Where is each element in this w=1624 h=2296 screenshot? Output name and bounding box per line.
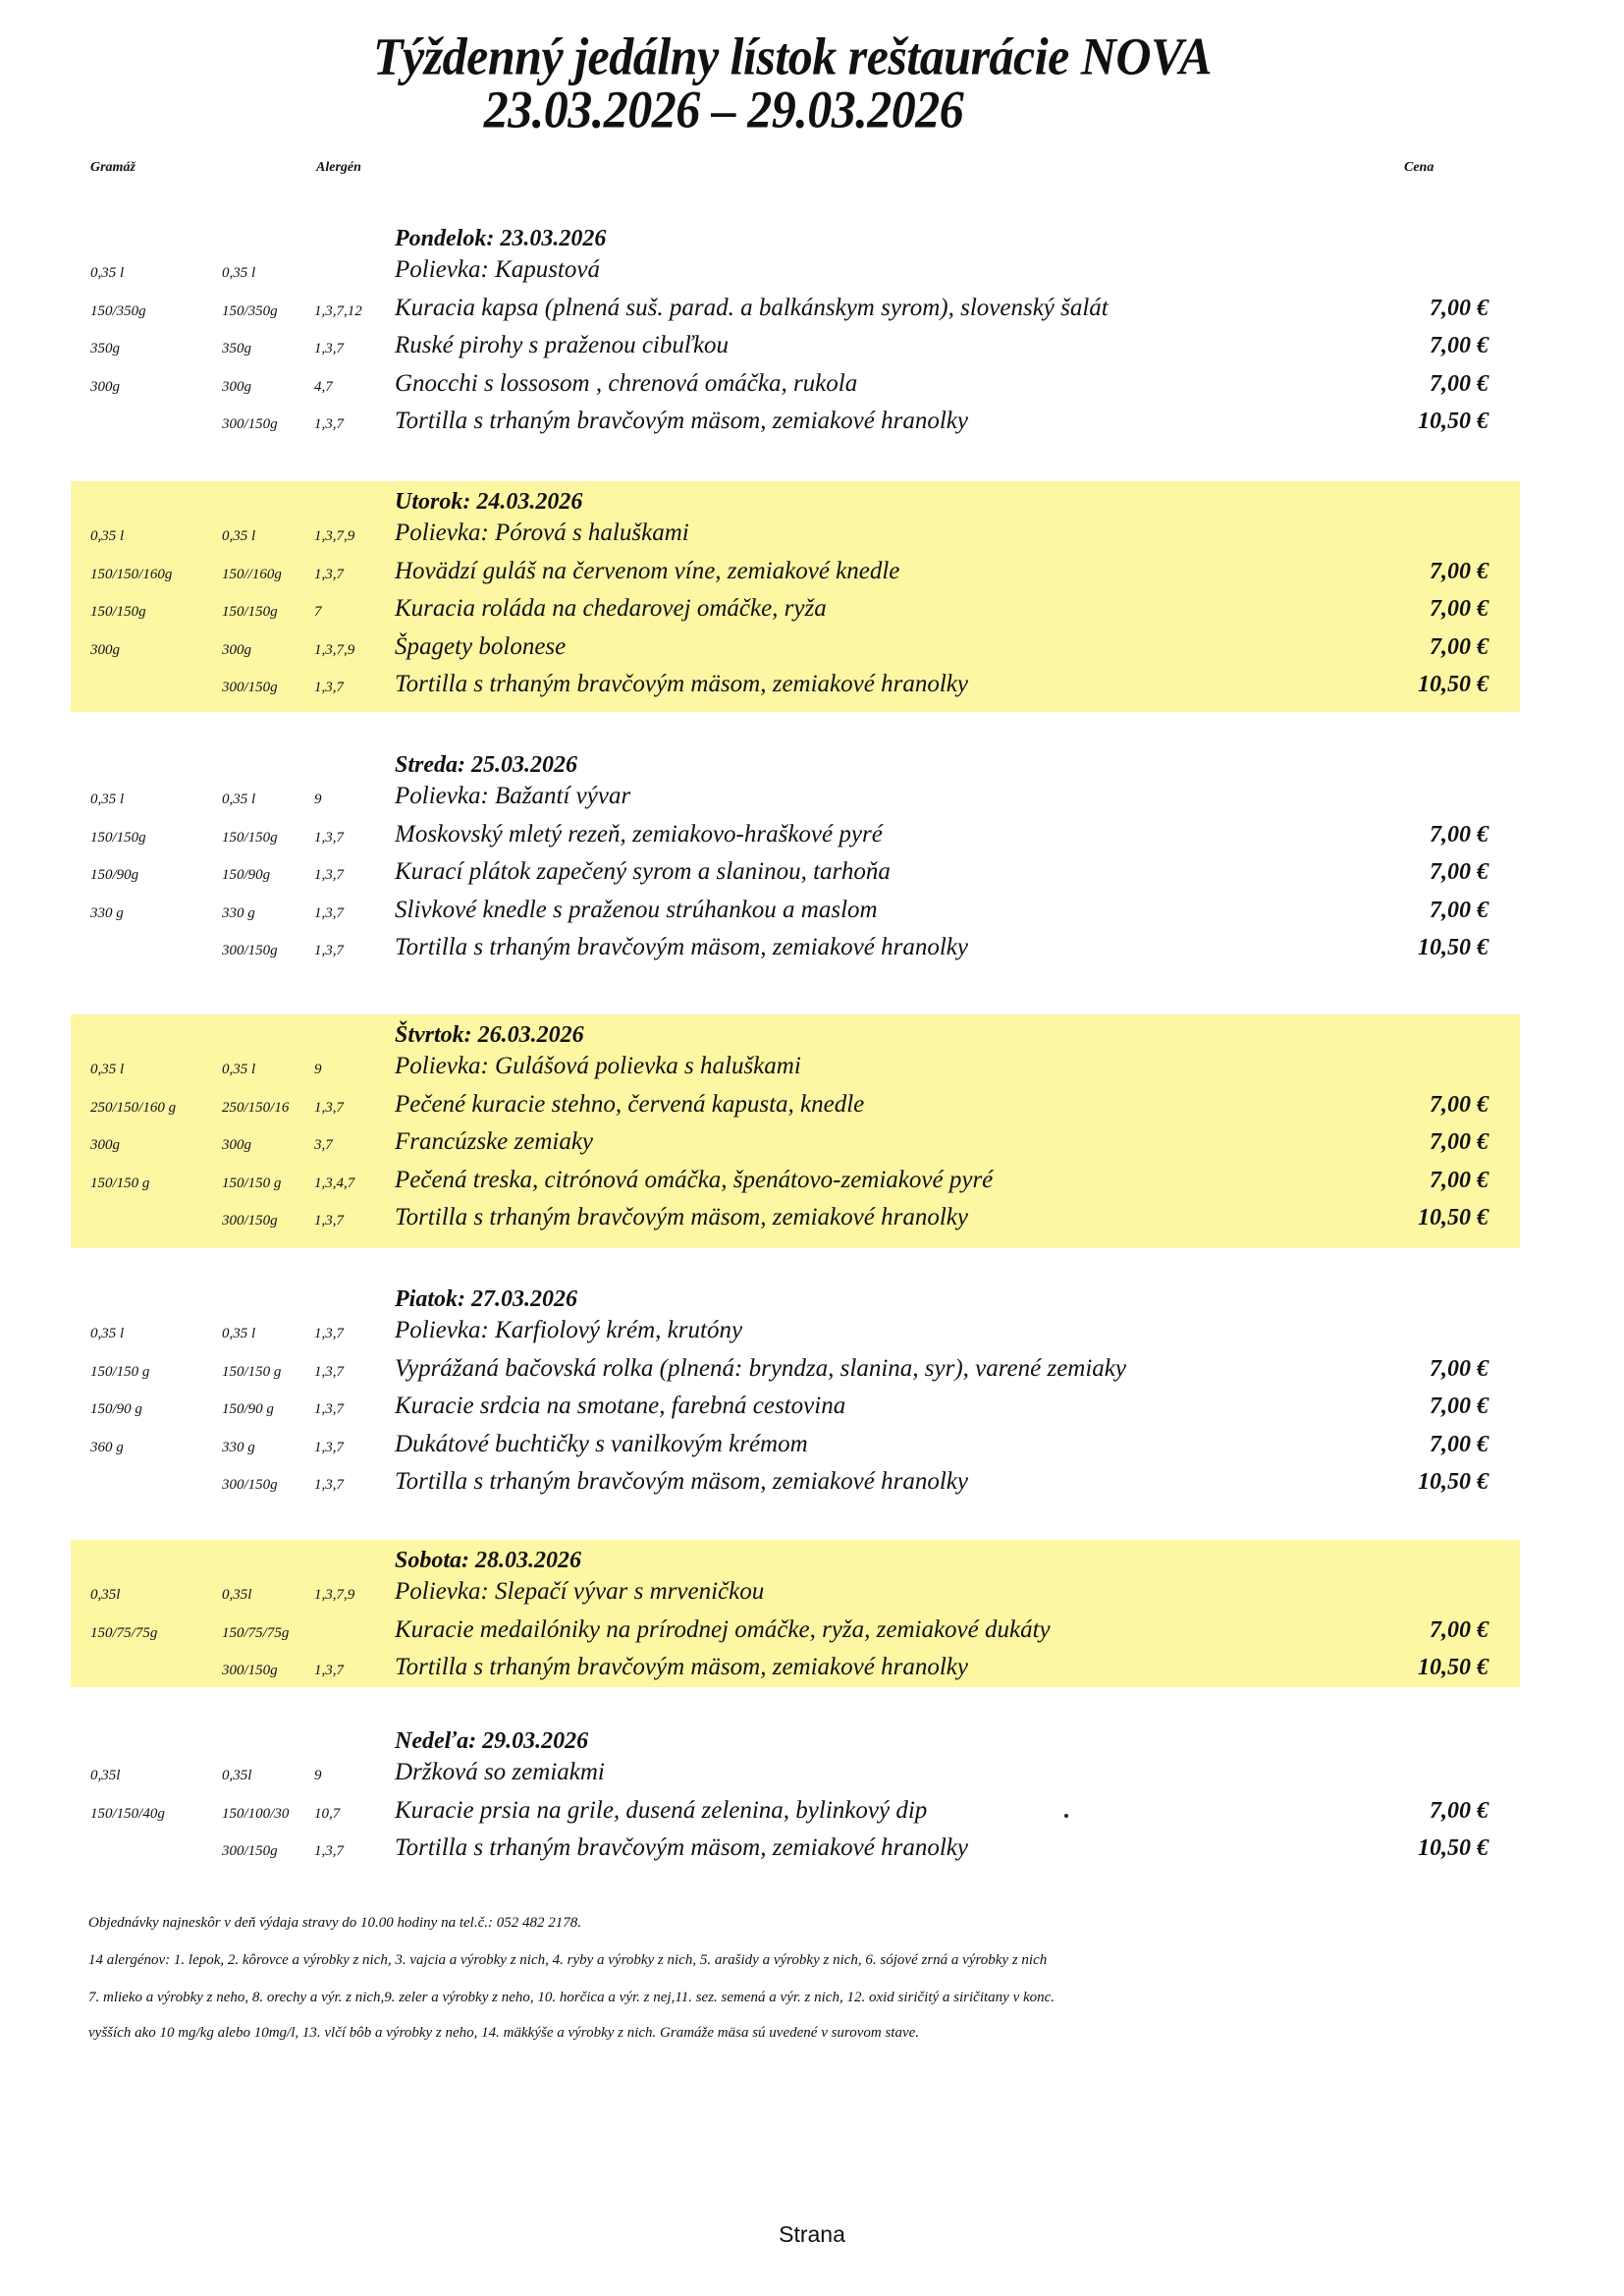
day-title: Štvrtok: 26.03.2026 bbox=[395, 1022, 584, 1048]
weight-served: 0,35l bbox=[222, 1587, 252, 1603]
allergen-codes: 1,3,7 bbox=[314, 1663, 344, 1678]
menu-item-row bbox=[71, 1048, 1520, 1085]
dish-price: 10,50 € bbox=[1418, 935, 1489, 960]
weight-raw: 0,35 l bbox=[90, 1062, 125, 1077]
menu-item-row bbox=[71, 515, 1520, 552]
allergen-codes: 7 bbox=[314, 604, 322, 620]
day-section-friday bbox=[71, 1279, 1520, 1514]
menu-item-row bbox=[71, 816, 1520, 853]
weight-served: 300/150g bbox=[222, 1843, 278, 1859]
menu-item-row bbox=[71, 251, 1520, 289]
weight-served: 300/150g bbox=[222, 680, 278, 695]
weight-served: 150/75/75g bbox=[222, 1624, 290, 1641]
weight-served: 150/150 g bbox=[222, 1175, 282, 1191]
weight-served: 300g bbox=[222, 1137, 251, 1153]
weight-raw: 150/150 g bbox=[90, 1175, 150, 1191]
dish-price: 7,00 € bbox=[1430, 295, 1489, 321]
allergen-codes: 1,3,7,12 bbox=[314, 302, 362, 319]
allergen-codes: 1,3,7 bbox=[314, 1213, 344, 1229]
menu-item-row bbox=[71, 1123, 1520, 1161]
dish-name: Tortilla s trhaným bravčovým mäsom, zemiakové hranolky bbox=[395, 1468, 968, 1495]
allergen-codes: 1,3,7,9 bbox=[314, 528, 355, 544]
weight-raw: 0,35 l bbox=[90, 528, 125, 544]
allergen-codes: 1,3,4,7 bbox=[314, 1175, 355, 1191]
menu-item-row bbox=[71, 629, 1520, 666]
weight-served: 0,35 l bbox=[222, 792, 256, 807]
day-section-saturday bbox=[71, 1540, 1520, 1687]
dish-price: 7,00 € bbox=[1430, 821, 1489, 847]
weight-raw: 0,35l bbox=[90, 1587, 121, 1603]
allergen-codes: 1,3,7 bbox=[314, 416, 344, 432]
dish-name: Tortilla s trhaným bravčovým mäsom, zemiakové hranolky bbox=[395, 671, 968, 697]
allergen-codes: 1,3,7 bbox=[314, 943, 344, 958]
dish-price: 10,50 € bbox=[1418, 672, 1489, 697]
allergen-codes: 1,3,7 bbox=[314, 680, 344, 695]
menu-item-row bbox=[71, 553, 1520, 590]
weight-raw: 250/150/160 g bbox=[90, 1099, 177, 1116]
weight-served: 330 g bbox=[222, 1439, 255, 1455]
allergen-codes: 9 bbox=[314, 1768, 322, 1783]
dish-name: Kurací plátok zapečený syrom a slaninou, tarhoňa bbox=[395, 858, 891, 885]
dish-price: 10,50 € bbox=[1418, 1655, 1489, 1680]
menu-item-row bbox=[71, 290, 1520, 327]
weight-served: 300/150g bbox=[222, 416, 278, 432]
dish-price: 10,50 € bbox=[1418, 1835, 1489, 1861]
dish-price: 10,50 € bbox=[1418, 1205, 1489, 1230]
dish-name: Tortilla s trhaným bravčovým mäsom, zemiakové hranolky bbox=[395, 408, 968, 434]
menu-item-row bbox=[71, 1086, 1520, 1123]
dish-name: Moskovský mletý rezeň, zemiakovo-hraškové pyré bbox=[395, 820, 883, 847]
weight-served: 0,35 l bbox=[222, 1326, 256, 1341]
allergen-codes: 1,3,7 bbox=[314, 1401, 344, 1417]
menu-item-row bbox=[71, 853, 1520, 891]
dish-name: Dukátové buchtičky s vanilkovým krémom bbox=[395, 1430, 808, 1457]
weight-raw: 150/150/40g bbox=[90, 1805, 165, 1822]
weight-served: 150/150g bbox=[222, 829, 278, 846]
weight-raw: 300g bbox=[90, 378, 120, 395]
day-title: Nedeľa: 29.03.2026 bbox=[395, 1728, 589, 1754]
allergen-codes: 1,3,7,9 bbox=[314, 1587, 355, 1603]
weight-raw: 300g bbox=[90, 641, 120, 658]
menu-item-row bbox=[71, 1754, 1520, 1791]
dish-name: Polievka: Gulášová polievka s haluškami bbox=[395, 1053, 801, 1079]
weight-raw: 150/90 g bbox=[90, 1401, 142, 1417]
menu-item-row bbox=[71, 1463, 1520, 1501]
dish-price: 7,00 € bbox=[1430, 1431, 1489, 1457]
menu-item-row bbox=[71, 1830, 1520, 1867]
column-header-alergen: Alergén bbox=[316, 160, 361, 175]
allergen-legend-line-2: 7. mlieko a výrobky z neho, 8. orechy a výr. z nich,9. zeler a výrobky z neho, 10. horčica a výr. z nej,11. sez. semená a výr. z nich, 12. oxid siričitý a siričitany v konc. bbox=[88, 1990, 1056, 2005]
weight-served: 300/150g bbox=[222, 1213, 278, 1229]
weight-raw: 150/350g bbox=[90, 302, 146, 319]
menu-item-row bbox=[71, 892, 1520, 929]
weight-served: 150/90g bbox=[222, 867, 271, 883]
dish-name: Vyprážaná bačovská rolka (plnená: bryndza, slanina, syr), varené zemiaky bbox=[395, 1354, 1126, 1382]
weight-served: 300g bbox=[222, 641, 251, 658]
menu-item-row bbox=[71, 1649, 1520, 1686]
weight-served: 150/150g bbox=[222, 604, 278, 620]
dish-name: Polievka: Slepačí vývar s mrveničkou bbox=[395, 1578, 765, 1605]
weight-served: 350g bbox=[222, 341, 251, 356]
weight-raw: 350g bbox=[90, 341, 120, 356]
dish-name: Polievka: Bažantí vývar bbox=[395, 783, 631, 809]
weight-raw: 150/150 g bbox=[90, 1363, 150, 1380]
column-header-gramaz: Gramáž bbox=[90, 160, 135, 175]
allergen-codes: 1,3,7 bbox=[314, 1843, 344, 1859]
dish-name: Kuracie prsia na grile, dusená zelenina, bylinkový dip bbox=[395, 1796, 928, 1824]
dish-name: Kuracie medailóniky na prírodnej omáčke, ryža, zemiakové dukáty bbox=[395, 1615, 1051, 1643]
allergen-codes: 1,3,7 bbox=[314, 1326, 344, 1341]
menu-date-range: 23.03.2026 – 29.03.2026 bbox=[483, 79, 964, 139]
dish-price: 7,00 € bbox=[1430, 633, 1489, 660]
dish-price: 7,00 € bbox=[1430, 558, 1489, 584]
dish-name: Tortilla s trhaným bravčovým mäsom, zemiakové hranolky bbox=[395, 934, 968, 960]
dish-price: 7,00 € bbox=[1430, 859, 1489, 885]
menu-item-row bbox=[71, 929, 1520, 966]
dish-price: 7,00 € bbox=[1430, 1091, 1489, 1118]
weight-raw: 0,35 l bbox=[90, 1326, 125, 1341]
allergen-codes: 10,7 bbox=[314, 1805, 341, 1822]
dish-name: Gnocchi s lossosom , chrenová omáčka, rukola bbox=[395, 369, 858, 397]
allergen-codes: 4,7 bbox=[314, 378, 333, 395]
allergen-codes: 9 bbox=[314, 792, 322, 807]
allergen-legend-line-1: 14 alergénov: 1. lepok, 2. kôrovce a výrobky z nich, 3. vajcia a výrobky z nich, 4. ryby a výrobky z nich, 5. arašidy a výrobky z nich, 6. sójové zrná a výrobky z nich bbox=[88, 1952, 1048, 1968]
dish-price: 7,00 € bbox=[1430, 1355, 1489, 1382]
weight-raw: 330 g bbox=[90, 904, 124, 921]
menu-item-row bbox=[71, 1388, 1520, 1425]
weight-raw: 150/90g bbox=[90, 867, 139, 883]
allergen-codes: 1,3,7 bbox=[314, 1439, 344, 1455]
weight-served: 150/90 g bbox=[222, 1401, 274, 1417]
allergen-codes: 9 bbox=[314, 1062, 322, 1077]
menu-item-row bbox=[71, 365, 1520, 403]
weight-served: 0,35l bbox=[222, 1768, 252, 1783]
allergen-codes: 1,3,7 bbox=[314, 1363, 344, 1380]
dish-price: 10,50 € bbox=[1418, 1469, 1489, 1495]
menu-item-row bbox=[71, 1792, 1520, 1830]
weight-served: 150/150 g bbox=[222, 1363, 282, 1380]
weight-raw: 150/150/160g bbox=[90, 566, 173, 582]
menu-item-row bbox=[71, 1426, 1520, 1463]
day-section-sunday bbox=[71, 1721, 1520, 1868]
weight-raw: 0,35l bbox=[90, 1768, 121, 1783]
dish-name: Tortilla s trhaným bravčovým mäsom, zemiakové hranolky bbox=[395, 1834, 968, 1861]
menu-title: Týždenný jedálny lístok reštaurácie NOVA bbox=[372, 26, 1213, 86]
menu-item-row bbox=[71, 1573, 1520, 1611]
menu-item-row bbox=[71, 1162, 1520, 1199]
weight-served: 150//160g bbox=[222, 566, 282, 582]
menu-item-row bbox=[71, 1312, 1520, 1349]
orders-note: Objednávky najneskôr v deň výdaja stravy do 10.00 hodiny na tel.č.: 052 482 2178. bbox=[88, 1915, 581, 1931]
allergen-codes: 1,3,7 bbox=[314, 904, 344, 921]
weight-raw: 0,35 l bbox=[90, 265, 125, 281]
dish-name: Hovädzí guláš na červenom víne, zemiakové knedle bbox=[395, 557, 900, 584]
allergen-codes: 1,3,7 bbox=[314, 1477, 344, 1493]
day-section-monday bbox=[71, 218, 1520, 454]
allergen-codes: 1,3,7 bbox=[314, 566, 344, 582]
allergen-codes: 3,7 bbox=[314, 1137, 333, 1153]
dish-name: Kuracia kapsa (plnená suš. parad. a balkánskym syrom), slovenský šalát bbox=[395, 294, 1109, 321]
day-title: Pondelok: 23.03.2026 bbox=[395, 226, 607, 251]
weight-served: 300g bbox=[222, 378, 251, 395]
weight-served: 0,35 l bbox=[222, 528, 256, 544]
dish-price: 7,00 € bbox=[1430, 333, 1489, 358]
page-label: Strana bbox=[779, 2221, 845, 2247]
weight-served: 300/150g bbox=[222, 943, 278, 958]
weight-raw: 150/150g bbox=[90, 604, 146, 620]
dish-price: 7,00 € bbox=[1430, 1797, 1489, 1824]
weight-raw: 150/75/75g bbox=[90, 1624, 158, 1641]
weight-served: 250/150/16 bbox=[222, 1099, 290, 1116]
day-section-wednesday bbox=[71, 744, 1520, 980]
menu-item-row bbox=[71, 327, 1520, 364]
allergen-codes: 1,3,7 bbox=[314, 867, 344, 883]
allergen-codes: 1,3,7,9 bbox=[314, 641, 355, 658]
allergen-codes: 1,3,7 bbox=[314, 1099, 344, 1116]
dish-name: Pečená treska, citrónová omáčka, špenátovo-zemiakové pyré bbox=[395, 1166, 994, 1193]
menu-item-row bbox=[71, 1199, 1520, 1236]
dish-name: Polievka: Karfiolový krém, krutóny bbox=[395, 1317, 743, 1343]
dish-name: Polievka: Kapustová bbox=[395, 256, 600, 283]
weight-served: 150/350g bbox=[222, 302, 278, 319]
day-title: Streda: 25.03.2026 bbox=[395, 752, 577, 778]
weight-served: 0,35 l bbox=[222, 1062, 256, 1077]
day-title: Piatok: 27.03.2026 bbox=[395, 1286, 577, 1312]
menu-item-row bbox=[71, 666, 1520, 703]
weight-served: 330 g bbox=[222, 904, 255, 921]
weight-raw: 360 g bbox=[90, 1439, 124, 1455]
dish-price: 7,00 € bbox=[1430, 370, 1489, 397]
dish-price: 10,50 € bbox=[1418, 409, 1489, 434]
dish-name: Tortilla s trhaným bravčovým mäsom, zemiakové hranolky bbox=[395, 1204, 968, 1230]
dish-name: Polievka: Pórová s haluškami bbox=[395, 519, 689, 546]
day-section-tuesday bbox=[71, 481, 1520, 712]
column-header-cena: Cena bbox=[1404, 160, 1435, 175]
dish-name: Slivkové knedle s praženou strúhankou a maslom bbox=[395, 896, 878, 923]
day-title: Utorok: 24.03.2026 bbox=[395, 489, 583, 515]
dish-name: Kuracia roláda na chedarovej omáčke, ryža bbox=[395, 595, 827, 622]
dish-name: Držková so zemiakmi bbox=[395, 1759, 605, 1785]
weight-served: 0,35 l bbox=[222, 265, 256, 281]
allergen-codes: 1,3,7 bbox=[314, 341, 344, 356]
weight-served: 300/150g bbox=[222, 1477, 278, 1493]
menu-item-row bbox=[71, 590, 1520, 628]
dish-price: 7,00 € bbox=[1430, 1616, 1489, 1643]
menu-item-row bbox=[71, 1350, 1520, 1388]
dish-price: 7,00 € bbox=[1430, 1167, 1489, 1193]
dish-name: Pečené kuracie stehno, červená kapusta, knedle bbox=[395, 1090, 865, 1118]
dish-price: 7,00 € bbox=[1430, 1394, 1489, 1419]
dish-name: Tortilla s trhaným bravčovým mäsom, zemiakové hranolky bbox=[395, 1654, 968, 1680]
dish-price: 7,00 € bbox=[1430, 897, 1489, 923]
dish-name: Špagety bolonese bbox=[395, 632, 567, 660]
allergen-legend-line-3: vyšších ako 10 mg/kg alebo 10mg/l, 13. vlčí bôb a výrobky z neho, 14. mäkkýše a výrobky z nich. Gramáže mäsa sú uvedené v surovom stave. bbox=[88, 2025, 920, 2041]
menu-item-row bbox=[71, 403, 1520, 440]
weight-raw: 0,35 l bbox=[90, 792, 125, 807]
dish-price: 7,00 € bbox=[1430, 1129, 1489, 1155]
dish-name: Ruské pirohy s praženou cibuľkou bbox=[395, 332, 730, 358]
weight-served: 150/100/30 bbox=[222, 1805, 290, 1822]
day-section-thursday bbox=[71, 1014, 1520, 1248]
weight-raw: 150/150g bbox=[90, 829, 146, 846]
dish-name: Francúzske zemiaky bbox=[395, 1128, 594, 1155]
menu-item-row bbox=[71, 778, 1520, 815]
allergen-codes: 1,3,7 bbox=[314, 829, 344, 846]
menu-item-row bbox=[71, 1612, 1520, 1649]
weight-raw: 300g bbox=[90, 1137, 120, 1153]
dish-price: 7,00 € bbox=[1430, 596, 1489, 622]
weight-served: 300/150g bbox=[222, 1663, 278, 1678]
dish-name: Kuracie srdcia na smotane, farebná cestovina bbox=[395, 1393, 846, 1419]
scan-speck bbox=[1064, 1814, 1068, 1818]
day-title: Sobota: 28.03.2026 bbox=[395, 1548, 582, 1573]
